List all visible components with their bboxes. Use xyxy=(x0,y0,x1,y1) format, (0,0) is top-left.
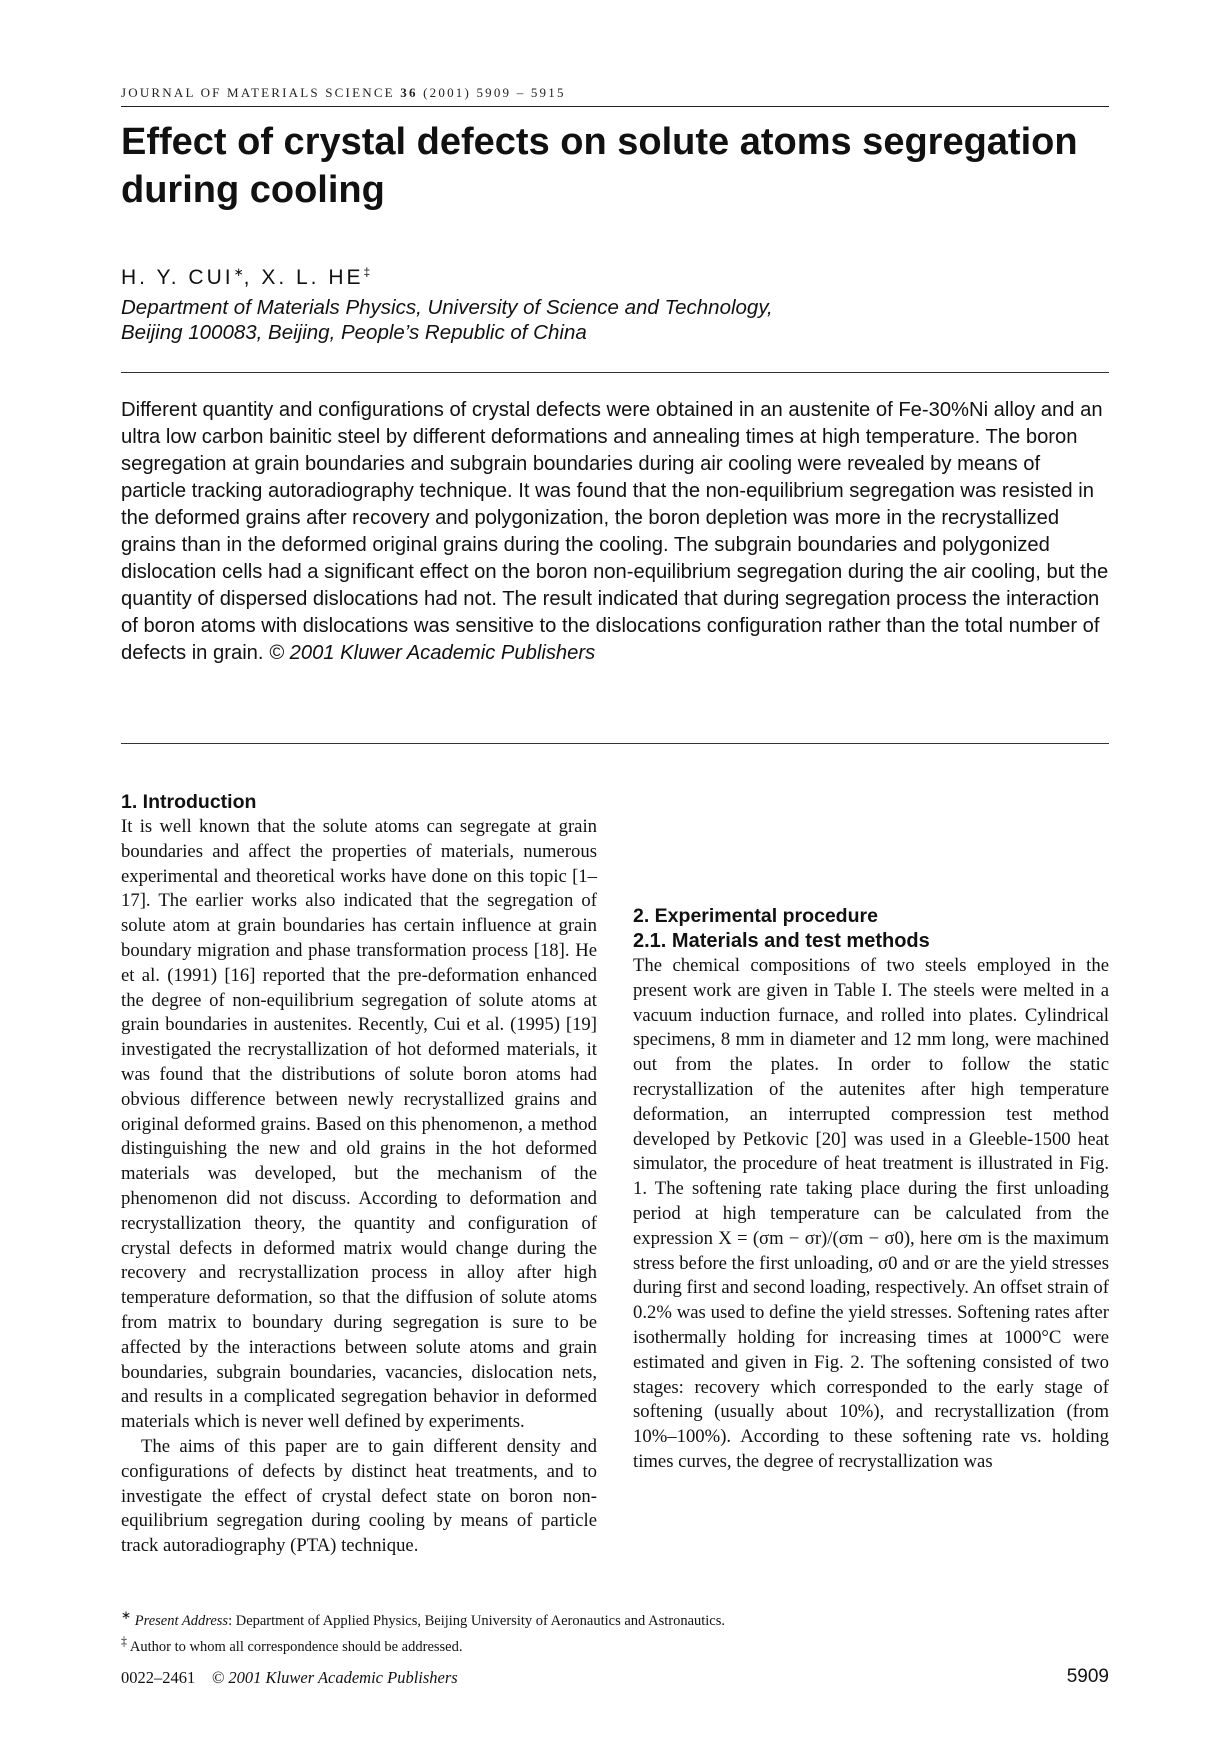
abstract xyxy=(121,397,1109,667)
abstract-text: Different quantity and configurations of crystal defects were obtained in an austenite of Fe-30%Ni alloy and an ultra low carbon bainitic steel by different deformations and annealing times at high temperature. The boron segregation at grain boundaries and subgrain boundaries during air cooling were revealed by means of particle tracking autoradiography technique. It was found that the non-equilibrium segregation was resisted in the deformed grains after recovery and polygonization, the boron depletion was more in the recrystallized grains than in the deformed original grains during the cooling. The subgrain boundaries and polygonized dislocation cells had a significant effect on the boron non-equilibrium segregation during the air cooling, but the quantity of dispersed dislocations had not. The result indicated that during segregation process the interaction of boron atoms with dislocations was sensitive to the dislocations configuration rather than the total number of defects in grain. xyxy=(121,399,1109,664)
abstract-top-rule xyxy=(121,372,1109,373)
author-1-mark: ∗ xyxy=(233,265,244,279)
page-number: 5909 xyxy=(1066,1666,1109,1687)
affiliation xyxy=(121,295,1021,345)
author-separator: , xyxy=(243,266,262,289)
footnote-2-mark: ‡ xyxy=(121,1633,128,1648)
footnote-1 xyxy=(121,1605,1109,1631)
abstract-copyright: © 2001 Kluwer Academic Publishers xyxy=(269,642,596,664)
section-heading-introduction: 1. Introduction xyxy=(121,791,257,813)
intro-paragraph-2: The aims of this paper are to gain different density and configurations of defects by distinct heat treatments, and to investigate the effect of crystal defect state on boron non-equilibrium segregation during cooling by means of particle track autoradiography (PTA) technique. xyxy=(121,1435,597,1557)
footnotes xyxy=(121,1605,1109,1657)
subsection-heading-materials: 2.1. Materials and test methods xyxy=(633,930,930,952)
affiliation-line-2: Beijing 100083, Beijing, People’s Republic of China xyxy=(121,321,587,344)
left-column xyxy=(121,790,597,1559)
running-head xyxy=(121,85,566,101)
footnote-1-text: : Department of Applied Physics, Beijing University of Aeronautics and Astronautics. xyxy=(228,1612,726,1629)
footnote-1-label: Present Address xyxy=(134,1612,229,1629)
right-column xyxy=(633,790,1109,1475)
authors xyxy=(121,265,370,290)
journal-volume: 36 xyxy=(400,85,418,100)
column-continuation-space xyxy=(633,790,1109,904)
header-rule xyxy=(121,106,1109,107)
issn: 0022–2461 xyxy=(121,1668,196,1687)
abstract-bottom-rule xyxy=(121,743,1109,744)
footnote-2-text: Author to whom all correspondence should be addressed. xyxy=(127,1638,463,1655)
footnote-2 xyxy=(121,1631,1109,1657)
author-1: H. Y. CUI xyxy=(121,266,234,289)
footer-left xyxy=(121,1668,458,1688)
journal-name: JOURNAL OF MATERIALS SCIENCE xyxy=(121,85,395,100)
footer-copyright: © 2001 Kluwer Academic Publishers xyxy=(211,1668,458,1687)
section-heading-experimental: 2. Experimental procedure xyxy=(633,905,878,927)
experimental-paragraph-1: The chemical compositions of two steels employed in the present work are given in Table I. The steels were melted in a vacuum induction furnace, and rolled into plates. Cylindrical specimens, 8 mm in diameter and 12 mm long, were machined out from the plates. In order to follow the static recrystallization of the autenites after high temperature deformation, an interrupted compression test method developed by Petkovic [20] was used in a Gleeble-1500 heat simulator, the procedure of heat treatment is illustrated in Fig. 1. The softening rate taking place during the first unloading period at high temperature can be calculated from the expression X = (σm − σr)/(σm − σ0), here σm is the maximum stress before the first unloading, σ0 and σr are the yield stresses during first and second loading, respectively. An offset strain of 0.2% was used to define the yield stresses. Softening rates after isothermally holding for increasing times at 1000°C were estimated and given in Fig. 2. The softening consisted of two stages: recovery which corresponded to the early stage of softening (usually about 10%), and recrystallization (from 10%–100%). According to these softening rate vs. holding times curves, the degree of recrystallization was xyxy=(633,955,1109,1472)
author-2-mark: ‡ xyxy=(363,265,371,279)
footnote-1-mark: ∗ xyxy=(121,1608,132,1622)
intro-paragraph-1: It is well known that the solute atoms can segregate at grain boundaries and affect the properties of materials, numerous experimental and theoretical works have done on this topic [1–17]. The earlier works also indicated that the segregation of solute atom at grain boundaries has certain influence at grain boundary migration and phase transformation process [18]. He et al. (1991) [16] reported that the pre-deformation enhanced the degree of non-equilibrium segregation of solute atoms at grain boundaries in austenites. Recently, Cui et al. (1995) [19] investigated the recrystallization of hot deformed materials, it was found that the distributions of solute boron atoms had obvious difference between newly recrystallized grains and original deformed grains. Based on this phenomenon, a method distinguishing the new and old grains in the hot deformed materials was developed, but the mechanism of the phenomenon did not discuss. According to deformation and recrystallization theory, the quantity and configuration of crystal defects in deformed matrix would change during the recovery and recrystallization process in alloy after high temperature deformation, so that the diffusion of solute atoms from matrix to boundary during segregation is sure to be affected by the interactions between solute atoms and grain boundaries, subgrain boundaries, vacancies, dislocation nets, and results in a complicated segregation behavior in deformed materials which is never well defined by experiments. xyxy=(121,816,597,1433)
journal-pages: 5909 – 5915 xyxy=(476,85,566,100)
article-title: Effect of crystal defects on solute atoms segregation during cooling xyxy=(121,121,1078,211)
journal-year: (2001) xyxy=(423,85,471,100)
affiliation-line-1: Department of Materials Physics, University of Science and Technology, xyxy=(121,296,773,319)
author-2: X. L. HE xyxy=(261,266,364,289)
